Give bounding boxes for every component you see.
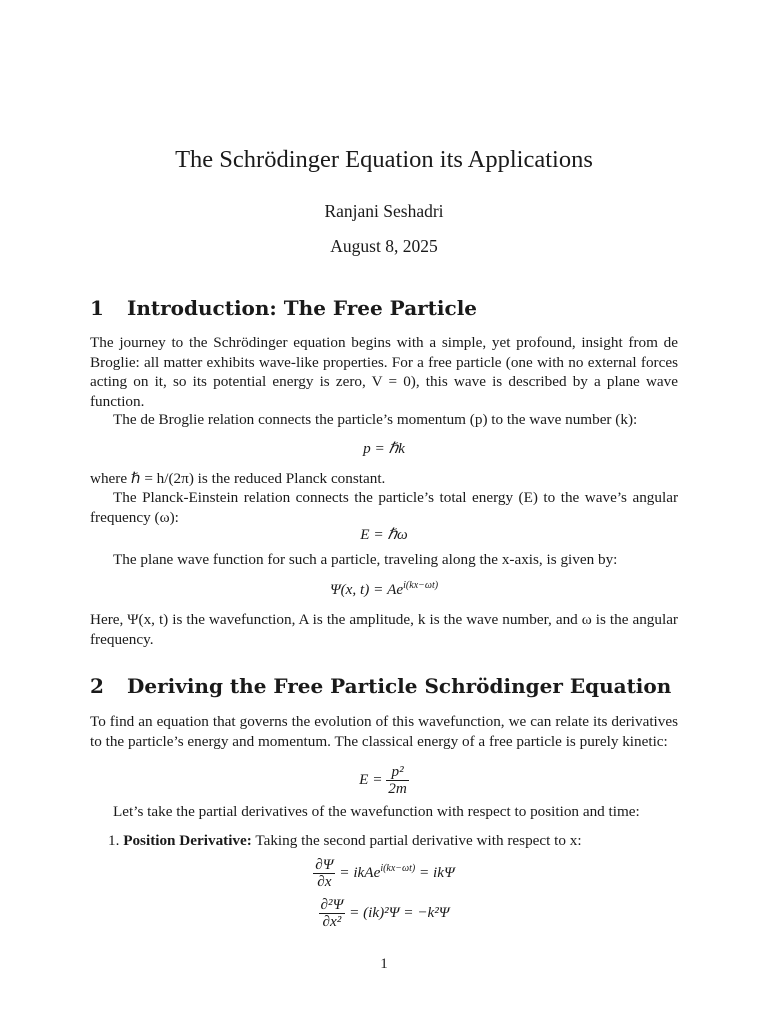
- second-derivative-numerator: ∂²Ψ: [320, 896, 344, 913]
- first-derivative-rhs-a: = ikAe: [339, 863, 381, 881]
- list-item-1: [108, 831, 678, 851]
- section-1-heading: [90, 296, 690, 320]
- kinetic-energy-numerator: p²: [386, 764, 409, 781]
- first-derivative-fraction: [313, 857, 335, 890]
- second-derivative-fraction: [319, 897, 346, 930]
- plane-wave-base: Ψ(x, t) = Ae: [329, 581, 404, 598]
- section-1-paragraph-1: The journey to the Schrödinger equation begins with a simple, yet profound, insight from de Broglie: all matter exhibits wave-like properties. For a free particle (one with no external forces acting on it, so its potential energy is zero, V = 0), this wave is described by a plane wave function.: [90, 334, 678, 410]
- document-title: The Schrödinger Equation its Applications: [175, 146, 593, 173]
- equation-planck-einstein: E = ℏω: [360, 526, 408, 543]
- section-1-paragraph-6: Here, Ψ(x, t) is the wavefunction, A is the amplitude, k is the wave number, and ω is the angular frequency.: [90, 611, 678, 648]
- second-derivative-rhs: = (ik)²Ψ = −k²Ψ: [349, 903, 450, 921]
- kinetic-energy-lhs: E =: [359, 770, 383, 788]
- equation-first-derivative: [0, 857, 768, 890]
- section-1-number: 1: [90, 296, 104, 320]
- section-2-paragraph-2: Let’s take the partial derivatives of the wavefunction with respect to position and time:: [113, 803, 640, 820]
- first-derivative-rhs-b: = ikΨ: [419, 863, 455, 881]
- section-2-title: Deriving the Free Particle Schrödinger Equation: [127, 674, 672, 698]
- kinetic-energy-fraction: [386, 764, 409, 797]
- equation-second-derivative: [0, 897, 768, 930]
- second-derivative-denominator: ∂x²: [322, 913, 342, 930]
- list-item-text: Taking the second partial derivative with respect to x:: [255, 832, 582, 849]
- equation-de-broglie: p = ℏk: [363, 440, 405, 457]
- list-item-bold-label: Position Derivative:: [123, 832, 252, 849]
- section-1-paragraph-2: The de Broglie relation connects the particle’s momentum (p) to the wave number (k):: [113, 411, 638, 428]
- list-item-marker: 1.: [108, 832, 120, 849]
- section-2-number: 2: [90, 674, 104, 698]
- first-derivative-denominator: ∂x: [317, 873, 332, 890]
- section-2-paragraph-1: To find an equation that governs the evolution of this wavefunction, we can relate its derivatives to the particle’s energy and momentum. The classical energy of a free particle is purely kinetic:: [90, 713, 678, 750]
- equation-kinetic-energy: [0, 764, 768, 797]
- first-derivative-exponent: i(kx−ωt): [380, 862, 416, 874]
- page-number: 1: [380, 956, 388, 972]
- kinetic-energy-denominator: 2m: [388, 780, 407, 797]
- first-derivative-numerator: ∂Ψ: [315, 856, 334, 873]
- equation-plane-wave: [0, 580, 768, 600]
- plane-wave-exponent: i(kx−ωt): [403, 579, 439, 591]
- section-1-paragraph-4: The Planck-Einstein relation connects the particle’s total energy (E) to the wave’s angular frequency (ω):: [90, 489, 678, 526]
- section-1-paragraph-3: where ℏ = h/(2π) is the reduced Planck constant.: [90, 470, 386, 487]
- document-date: August 8, 2025: [330, 236, 438, 256]
- section-1-paragraph-5: The plane wave function for such a particle, traveling along the x-axis, is given by:: [113, 551, 618, 568]
- section-2-heading: [90, 674, 690, 698]
- document-author: Ranjani Seshadri: [324, 201, 444, 221]
- section-1-title: Introduction: The Free Particle: [127, 296, 478, 320]
